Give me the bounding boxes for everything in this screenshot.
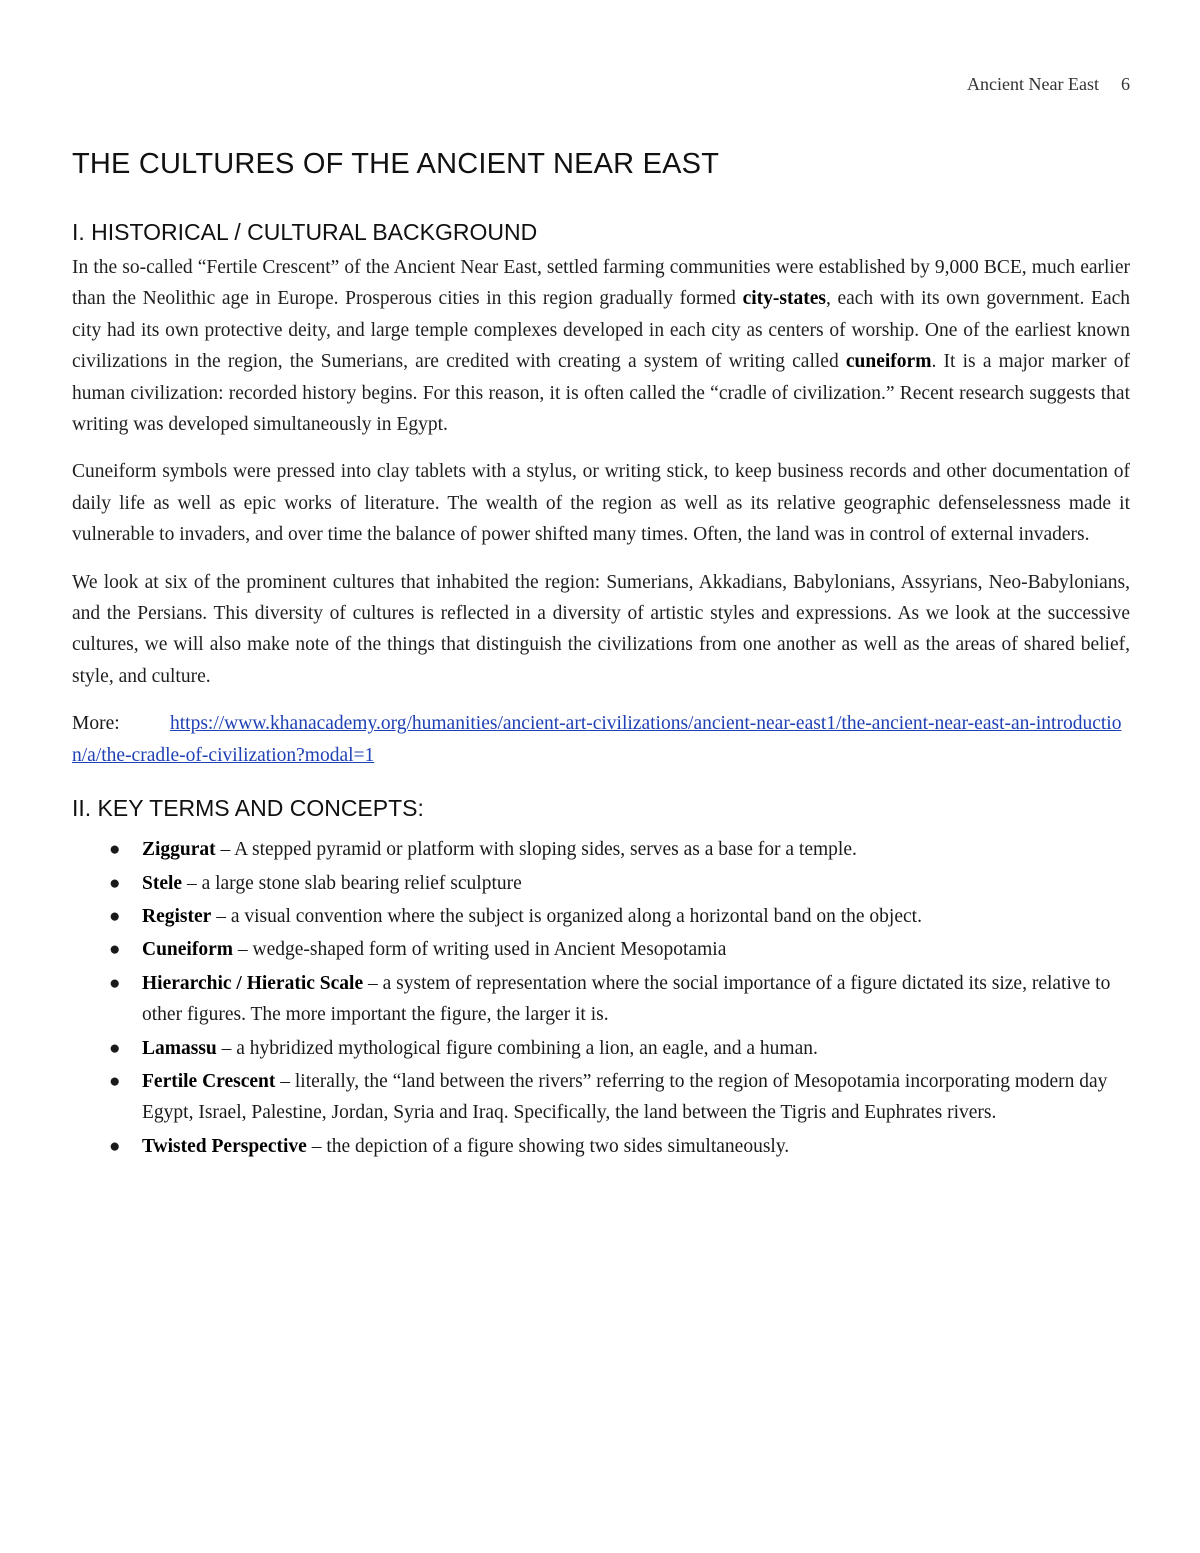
bold-term-cuneiform: cuneiform <box>845 351 932 373</box>
key-terms-list <box>72 834 1130 1162</box>
section-heading-key-terms: II. KEY TERMS AND CONCEPTS: <box>72 795 424 822</box>
term-definition: – a large stone slab bearing relief sculpture <box>182 872 522 894</box>
term-name: Twisted Perspective <box>142 1135 307 1157</box>
bullet-icon: ● <box>109 1037 121 1059</box>
list-item <box>72 868 1130 899</box>
more-label: More: <box>72 713 120 735</box>
bullet-icon: ● <box>109 839 121 861</box>
list-item <box>72 901 1130 932</box>
bullet-icon: ● <box>109 1070 121 1092</box>
section-heading-background: I. HISTORICAL / CULTURAL BACKGROUND <box>72 219 538 245</box>
paragraph-text: In the so-called “Fertile Crescent” of the Ancient Near East, settled farming communities were established by 9,000 BCE, much earlier than the Neolithic age in Europe. Prosperous cities in this region gradually formed <box>72 257 1130 310</box>
paragraph-text: . It is a major marker of human civilization: recorded history begins. For this reason, it is often called the “cradle of civilization.” Recent research suggests that writing was developed simultaneously in Egypt. <box>72 351 1130 436</box>
term-definition: – a hybridized mythological figure combining a lion, an eagle, and a human. <box>216 1037 818 1059</box>
term-definition: – A stepped pyramid or platform with sloping sides, serves as a base for a temple. <box>215 839 857 861</box>
document-body <box>72 148 1130 1164</box>
bold-term-city-states: city-states <box>742 288 826 310</box>
bullet-icon: ● <box>109 905 121 927</box>
bullet-icon: ● <box>109 1135 121 1157</box>
list-item <box>72 968 1130 1031</box>
list-item <box>72 934 1130 965</box>
list-item <box>72 1131 1130 1162</box>
more-reference <box>72 708 1130 771</box>
term-name: Cuneiform <box>142 939 233 961</box>
term-name: Stele <box>142 872 183 894</box>
paragraph-fertile-crescent <box>72 252 1130 440</box>
bullet-icon: ● <box>109 972 121 994</box>
term-name: Fertile Crescent <box>142 1070 276 1092</box>
list-item <box>72 1066 1130 1129</box>
list-item <box>72 834 1130 865</box>
term-definition: – the depiction of a figure showing two sides simultaneously. <box>306 1135 790 1157</box>
term-definition: – a system of representation where the social importance of a figure dictated its size, relative to other figures. The more important the figure, the larger it is. <box>142 972 1111 1026</box>
page-number: 6 <box>1121 74 1130 94</box>
running-header <box>967 74 1130 95</box>
running-title: Ancient Near East <box>967 74 1099 94</box>
bullet-icon: ● <box>109 939 121 961</box>
paragraph-text: , each with its own government. Each city had its own protective deity, and large temple complexes developed in each city as centers of worship. One of the earliest known civilizations in the region, the Sumerians, are credited with creating a system of writing called <box>72 288 1131 373</box>
term-definition: – wedge-shaped form of writing used in Ancient Mesopotamia <box>233 939 727 961</box>
term-name: Ziggurat <box>142 839 216 861</box>
khanacademy-link[interactable]: https://www.khanacademy.org/humanities/ancient-art-civilizations/ancient-near-east1/the-ancient-near-east-an-introduction/a/the-cradle-of-civilization?modal=1 <box>72 713 1122 766</box>
term-definition: – a visual convention where the subject is organized along a horizontal band on the object. <box>211 905 922 927</box>
bullet-icon: ● <box>109 872 121 894</box>
page-title: THE CULTURES OF THE ANCIENT NEAR EAST <box>72 148 720 180</box>
term-name: Hierarchic / Hieratic Scale <box>142 972 364 994</box>
term-name: Register <box>142 905 212 927</box>
term-name: Lamassu <box>142 1037 217 1059</box>
term-definition: – literally, the “land between the rivers” referring to the region of Mesopotamia incorporating modern day Egypt, Israel, Palestine, Jordan, Syria and Iraq. Specifically, the land between the Tigris and Euphrates rivers. <box>142 1070 1108 1124</box>
paragraph-cultures: We look at six of the prominent cultures that inhabited the region: Sumerians, Akkadians, Babylonians, Assyrians, Neo-Babylonians, and the Persians. This diversity of cultures is reflected in a diversity of artistic styles and expressions. As we look at the successive cultures, we will also make note of the things that distinguish the civilizations from one another as well as the areas of shared belief, style, and culture. <box>72 571 1130 687</box>
list-item <box>72 1033 1130 1064</box>
paragraph-cuneiform: Cuneiform symbols were pressed into clay tablets with a stylus, or writing stick, to keep business records and other documentation of daily life as well as epic works of literature. The wealth of the region as well as its relative geographic defenselessness made it vulnerable to invaders, and over time the balance of power shifted many times. Often, the land was in control of external invaders. <box>72 461 1130 546</box>
